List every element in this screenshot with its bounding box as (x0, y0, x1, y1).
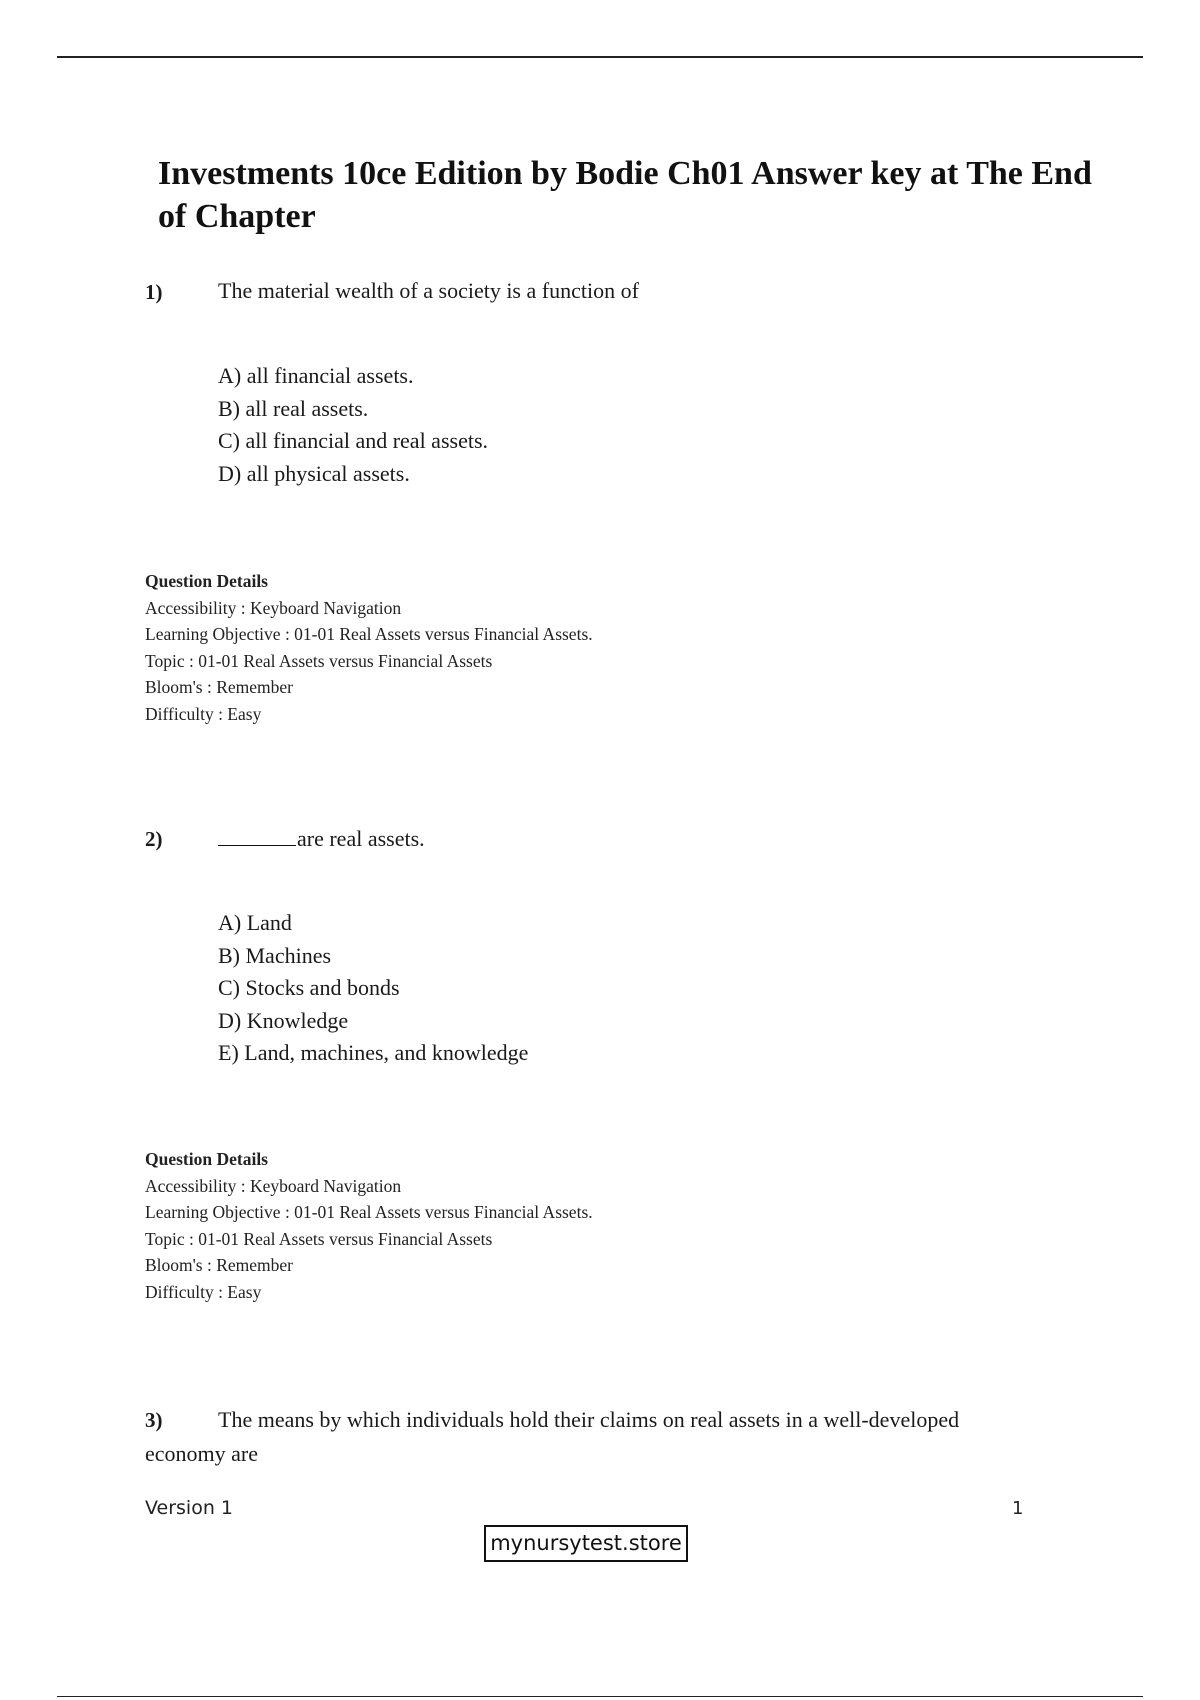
detail-accessibility: Accessibility : Keyboard Navigation (145, 1175, 402, 1196)
question-1-option-a: A) all financial assets. (218, 363, 414, 388)
detail-topic: Topic : 01-01 Real Assets versus Financial Assets (145, 1228, 493, 1249)
top-rule (57, 56, 1143, 58)
question-details-heading: Question Details (145, 571, 268, 591)
question-2-number: 2) (145, 827, 163, 851)
question-1-option-b: B) all real assets. (218, 395, 369, 421)
detail-accessibility: Accessibility : Keyboard Navigation (145, 597, 402, 618)
question-2-option-c: C) Stocks and bonds (218, 975, 400, 1000)
question-2-details (145, 1146, 593, 1305)
question-2-option-a: A) Land (218, 910, 292, 935)
watermark-label: mynursytest.store (484, 1525, 688, 1562)
question-1-option-c: C) all financial and real assets. (218, 428, 489, 453)
detail-topic: Topic : 01-01 Real Assets versus Financial Assets (145, 650, 493, 671)
question-3-text: The means by which individuals hold their claims on real assets in a well-developed economy are (145, 1407, 960, 1466)
question-1-number: 1) (145, 280, 163, 304)
question-1-details (145, 568, 593, 727)
footer-version: Version 1 (145, 1497, 233, 1519)
detail-learning-objective: Learning Objective : 01-01 Real Assets versus Financial Assets. (145, 1202, 593, 1222)
question-2-options (218, 907, 528, 1070)
detail-blooms: Bloom's : Remember (145, 677, 293, 697)
question-2-option-d: D) Knowledge (218, 1007, 349, 1033)
answer-blank (218, 823, 296, 846)
question-1-option-d: D) all physical assets. (218, 460, 410, 486)
question-2-stem (218, 823, 425, 854)
detail-blooms: Bloom's : Remember (145, 1255, 293, 1275)
footer-page-number: 1 (1012, 1498, 1024, 1519)
detail-learning-objective: Learning Objective : 01-01 Real Assets versus Financial Assets. (145, 624, 593, 644)
question-1-text: The material wealth of a society is a function of (218, 278, 639, 303)
question-1-options (218, 360, 488, 490)
detail-difficulty: Difficulty : Easy (145, 703, 262, 724)
question-3-number: 3) (145, 1408, 163, 1432)
question-details-heading: Question Details (145, 1149, 268, 1169)
question-2-text: are real assets. (297, 826, 425, 851)
question-3 (145, 1403, 1045, 1470)
detail-difficulty: Difficulty : Easy (145, 1281, 262, 1302)
question-2-option-e: E) Land, machines, and knowledge (218, 1040, 529, 1065)
bottom-rule (57, 1696, 1143, 1697)
question-2-option-b: B) Machines (218, 942, 332, 968)
document-title: Investments 10ce Edition by Bodie Ch01 Answer key at The End of Chapter (158, 155, 1092, 235)
